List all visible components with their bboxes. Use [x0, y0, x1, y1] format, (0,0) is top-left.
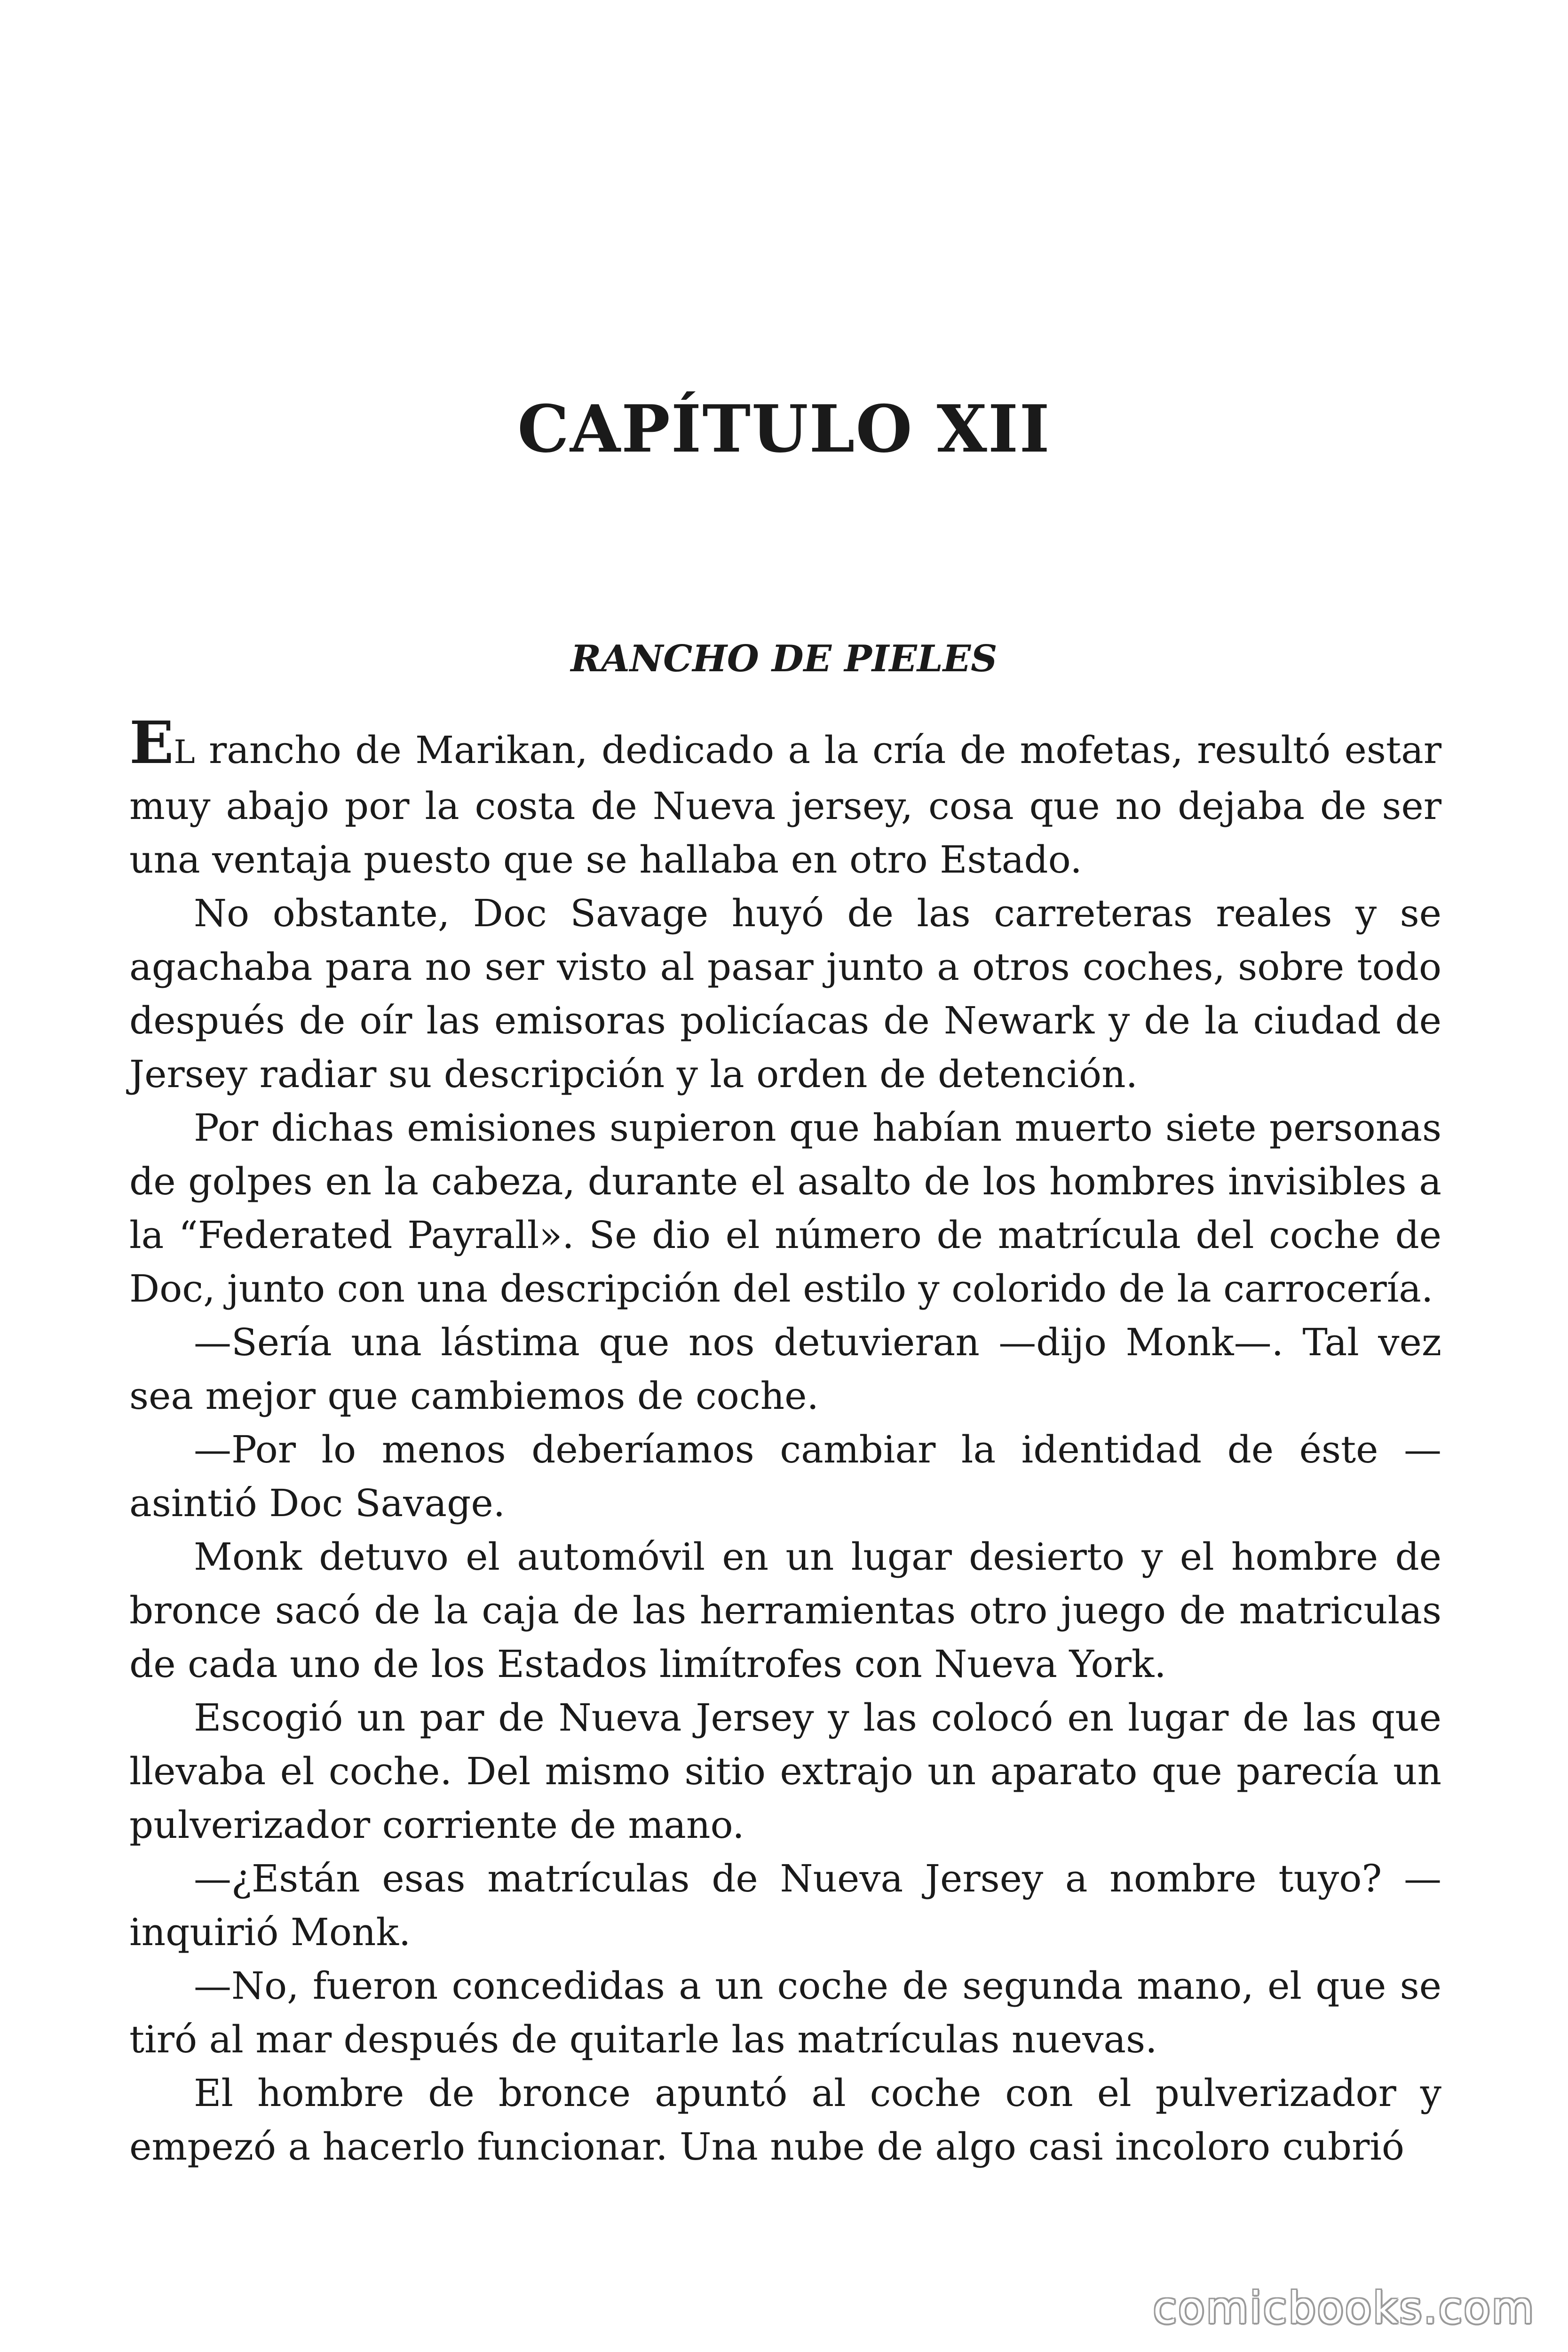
paragraph-2: No obstante, Doc Savage huyó de las carreteras reales y se agachaba para no ser visto al pasar junto a otros coches, sobre todo después de oír las emisoras policíacas de Newark y de la ciudad de Jersey radiar su descripción y la orden de detención. [129, 891, 1441, 1096]
chapter-subtitle: RANCHO DE PIELES [570, 637, 998, 680]
paragraph-3: Por dichas emisiones supieron que habían muerto siete personas de golpes en la cabeza, durante el asalto de los hombres invisibles a la “Federated Payrall». Se dio el número de matrícula del coche de Doc, junto con una descripción del estilo y colorido de la carrocería. [129, 1106, 1441, 1311]
paragraph-1 [129, 709, 1441, 887]
paragraph-9: —No, fueron concedidas a un coche de segunda mano, el que se tiró al mar después de quitarle las matrículas nuevas. [129, 1964, 1441, 2061]
paragraph-8: —¿Están esas matrículas de Nueva Jersey a nombre tuyo? —inquirió Monk. [129, 1857, 1441, 1954]
paragraph-7: Escogió un par de Nueva Jersey y las colocó en lugar de las que llevaba el coche. Del mismo sitio extrajo un aparato que parecía un pulverizador corriente de mano. [129, 1696, 1441, 1847]
chapter-title: CAPÍTULO XII [517, 390, 1051, 467]
paragraph-10: El hombre de bronce apuntó al coche con el pulverizador y empezó a hacerlo funcionar. Una nube de algo casi incoloro cubrió [129, 2071, 1441, 2169]
paragraph-5: —Por lo menos deberíamos cambiar la identidad de éste —asintió Doc Savage. [129, 1428, 1441, 1525]
paragraph-1-text: rancho de Marikan, dedicado a la cría de mofetas, resultó estar muy abajo por la costa de Nueva jersey, cosa que no dejaba de ser una ventaja puesto que se hallaba en otro Estado. [129, 728, 1441, 882]
drop-cap-continuation: L [174, 734, 195, 771]
paragraph-6: Monk detuvo el automóvil en un lugar desierto y el hombre de bronce sacó de la caja de las herramientas otro juego de matriculas de cada uno de los Estados limítrofes con Nueva York. [129, 1535, 1441, 1686]
drop-cap: E [129, 709, 174, 777]
watermark: comicbooks.com [1153, 2283, 1535, 2333]
paragraph-4: —Sería una lástima que nos detuvieran —dijo Monk—. Tal vez sea mejor que cambiemos de coche. [129, 1320, 1441, 1418]
chapter-body [129, 709, 1441, 2174]
